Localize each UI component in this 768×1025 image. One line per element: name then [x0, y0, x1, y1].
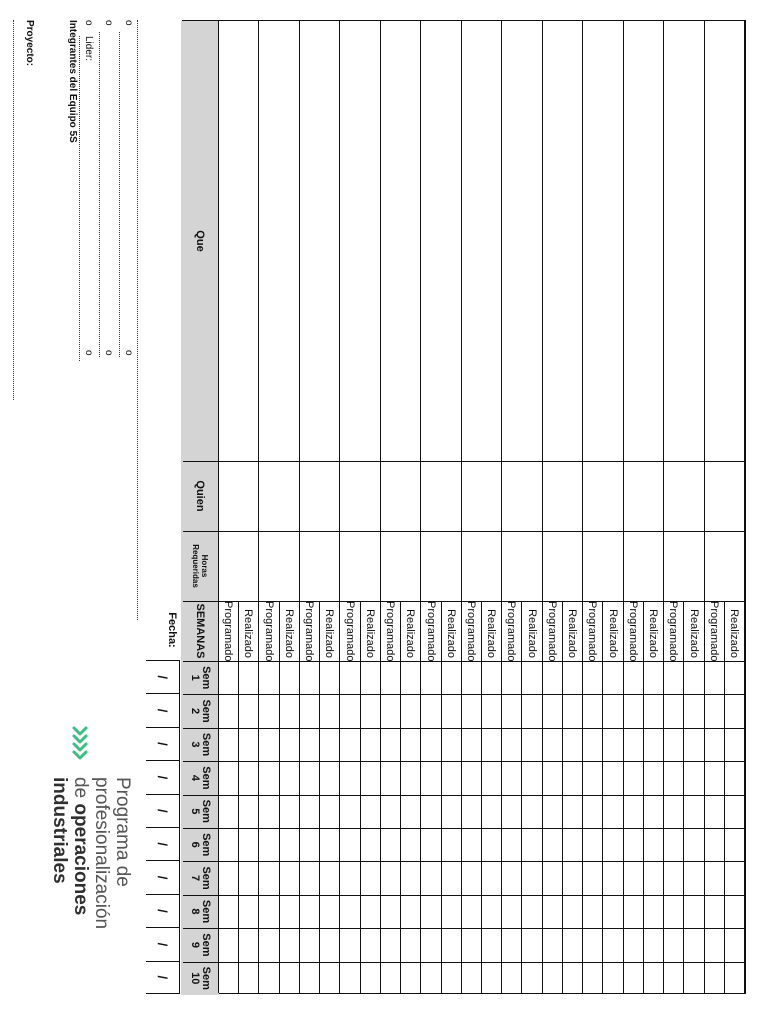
- date-field-week-9[interactable]: /: [146, 927, 180, 960]
- header-week-3: [181, 728, 219, 761]
- member-bullet: o: [83, 20, 94, 26]
- date-field-week-4[interactable]: /: [146, 760, 180, 793]
- member-bullet: o: [123, 20, 134, 26]
- horas-line: Horas: [200, 554, 209, 578]
- header-week-4: [181, 761, 219, 794]
- header-week-2: [181, 694, 219, 727]
- member-bullet: o: [103, 350, 114, 356]
- date-field-week-6[interactable]: /: [146, 827, 180, 860]
- week-label: Sem: [200, 966, 212, 990]
- week-divider: [183, 795, 745, 796]
- header-week-8: [181, 895, 219, 928]
- programado-label: Programado: [222, 601, 235, 662]
- week-divider: [183, 828, 745, 829]
- week-number: 6: [189, 841, 201, 848]
- task-row-line: [299, 21, 300, 993]
- member-bullet: o: [83, 350, 94, 356]
- realizado-label: Realizado: [323, 609, 336, 658]
- member-bullet: o: [123, 350, 134, 356]
- week-label: Sem: [200, 866, 212, 890]
- chevrons-icon: [65, 725, 95, 765]
- realizado-label: Realizado: [282, 609, 295, 658]
- realizado-label: Realizado: [606, 609, 619, 658]
- programado-label: Programado: [384, 601, 397, 662]
- logo-line: industriales: [49, 777, 70, 884]
- realizado-label: Realizado: [444, 609, 457, 658]
- date-field-week-2[interactable]: /: [146, 693, 180, 726]
- realizado-label: Realizado: [485, 609, 498, 658]
- header-week-6: [181, 828, 219, 861]
- header-semanas: SEMANAS: [181, 601, 219, 661]
- programado-label: Programado: [262, 601, 275, 662]
- task-row-line: [542, 21, 543, 993]
- schedule-table: [182, 20, 746, 994]
- week-label: Sem: [200, 666, 212, 690]
- task-row-line: [339, 21, 340, 993]
- task-row-line: [663, 21, 664, 993]
- realizado-label: Realizado: [687, 609, 700, 658]
- week-label: Sem: [200, 699, 212, 723]
- column-divider: [183, 601, 745, 602]
- week-number: 2: [189, 708, 201, 715]
- logo-text: [49, 777, 133, 929]
- week-number: 1: [189, 674, 201, 681]
- member-field[interactable]: [137, 20, 138, 620]
- fecha-label: Fecha:: [166, 612, 178, 648]
- realizado-label: Realizado: [647, 609, 660, 658]
- task-row-line: [704, 21, 705, 993]
- program-logo: [33, 725, 143, 1025]
- header-week-9: [181, 928, 219, 961]
- task-row-line: [258, 21, 259, 993]
- equipo-label: Integrantes del Equipo 5S: [67, 20, 78, 143]
- week-label: Sem: [200, 899, 212, 924]
- week-label: Sem: [200, 933, 212, 957]
- member-field[interactable]: [119, 32, 120, 357]
- date-field-week-7[interactable]: /: [146, 860, 180, 893]
- week-label: Sem: [200, 799, 212, 823]
- week-divider: [183, 895, 745, 896]
- realizado-label: Realizado: [242, 609, 255, 658]
- header-week-5: [181, 795, 219, 828]
- task-row-line: [744, 21, 745, 993]
- week-label: Sem: [200, 732, 212, 757]
- programado-label: Programado: [667, 601, 680, 662]
- week-number: 8: [189, 908, 201, 915]
- programado-label: Programado: [545, 601, 558, 662]
- programado-label: Programado: [626, 601, 639, 662]
- week-divider: [183, 728, 745, 729]
- week-divider: [183, 861, 745, 862]
- realizado-label: Realizado: [363, 609, 376, 658]
- realizado-label: Realizado: [525, 609, 538, 658]
- header-week-10: [181, 962, 219, 995]
- week-divider: [183, 928, 745, 929]
- week-divider: [183, 761, 745, 762]
- programado-label: Programado: [586, 601, 599, 662]
- header-divider: [218, 21, 219, 993]
- task-row-line: [501, 21, 502, 993]
- column-divider: [183, 531, 745, 532]
- column-divider: [183, 661, 745, 662]
- date-field-week-3[interactable]: /: [146, 727, 180, 760]
- header-week-7: [181, 861, 219, 894]
- date-field-week-8[interactable]: /: [146, 894, 180, 927]
- task-row-line: [420, 21, 421, 993]
- week-label: Sem: [200, 833, 212, 857]
- task-row-line: [582, 21, 583, 993]
- programado-label: Programado: [303, 601, 316, 662]
- programado-label: Programado: [707, 601, 720, 662]
- week-divider: [183, 694, 745, 695]
- lider-field[interactable]: [79, 36, 80, 361]
- logo-line: Programa de: [112, 777, 133, 887]
- header-que: Que: [181, 21, 219, 461]
- week-number: 7: [189, 875, 201, 882]
- member-bullet: o: [103, 20, 114, 26]
- logo-word: de: [70, 777, 91, 799]
- week-number: 10: [189, 972, 201, 985]
- week-number: 5: [189, 808, 201, 815]
- date-field-week-5[interactable]: /: [146, 794, 180, 827]
- week-number: 9: [189, 941, 201, 948]
- week-number: 4: [189, 774, 201, 781]
- logo-line: profesionalización: [91, 777, 112, 930]
- proyecto-field[interactable]: [13, 20, 14, 400]
- realizado-label: Realizado: [566, 609, 579, 658]
- proyecto-label: Proyecto:: [24, 20, 35, 67]
- task-row-line: [380, 21, 381, 993]
- lider-label: Lider:: [83, 36, 94, 62]
- week-label: Sem: [200, 766, 212, 790]
- column-divider: [183, 461, 745, 462]
- header-quien: Quien: [181, 461, 219, 531]
- week-number: 3: [189, 741, 201, 748]
- programado-label: Programado: [465, 601, 477, 662]
- programado-label: Programado: [343, 601, 356, 662]
- horas-line: Requeridas: [191, 544, 200, 588]
- header-horas: [181, 531, 219, 601]
- programado-label: Programado: [424, 601, 437, 662]
- programado-label: Programado: [505, 601, 518, 662]
- realizado-label: Realizado: [404, 609, 417, 658]
- week-divider: [183, 962, 745, 963]
- realizado-label: Realizado: [728, 609, 740, 658]
- logo-line: [70, 777, 91, 929]
- header-week-1: [181, 661, 219, 694]
- date-field-week-1[interactable]: /: [146, 660, 180, 693]
- date-field-week-10[interactable]: /: [146, 961, 180, 994]
- task-row-line: [461, 21, 462, 993]
- task-row-line: [623, 21, 624, 993]
- member-field[interactable]: [99, 32, 100, 357]
- logo-word-bold: operaciones: [70, 803, 91, 916]
